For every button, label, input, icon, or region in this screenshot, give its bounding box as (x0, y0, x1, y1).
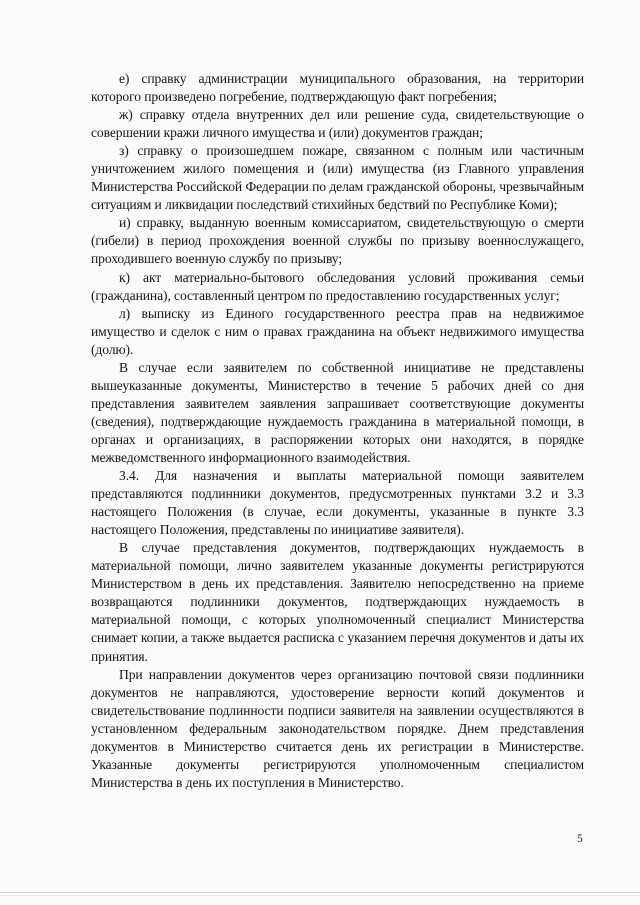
paragraph-item-l: л) выписку из Единого государственного реестра прав на недвижимое имущество и сделок с ним о правах гражданина на объект недвижимого имущества (долю). (91, 305, 584, 357)
paragraph-item-zh: ж) справку отдела внутренних дел или решение суда, свидетельствующие о совершении кражи личного имущества и (или) документов граждан; (91, 107, 584, 141)
paragraph-item-z: з) справку о произошедшем пожаре, связанном с полным или частичным уничтожением жилого помещения и (или) имущества (из Главного управления Министерства Российской Федерации по делам гражданской обороны, чрезвычайным ситуациям и ликвидации последствий стихийных бедствий по Республике Коми); (91, 143, 584, 213)
document-body (91, 70, 584, 792)
paragraph-interagency-request: В случае если заявителем по собственной инициативе не представлены вышеуказанные документы, Министерство в течение 5 рабочих дней со дня представления заявителем заявления запрашивает соответствующие документы (сведения), подтверждающие нуждаемость гражданина в материальной помощи, в органах и организациях, в распоряжении которых они находятся, в порядке межведомственного информационного взаимодействия. (91, 359, 584, 465)
paragraph-section-3-4: 3.4. Для назначения и выплаты материальной помощи заявителем представляются подлинники документов, предусмотренных пунктами 3.2 и 3.3 настоящего Положения (в случае, если документы, указанные в пункте 3.3 настоящего Положения, представлены по инициативе заявителя). (91, 468, 584, 538)
scan-edge-line-secondary (0, 895, 640, 896)
paragraph-personal-submission: В случае представления документов, подтверждающих нуждаемость в материальной помощи, лично заявителем указанные документы регистрируются Министерством в день их представления. Заявителю непосредственно на приеме возвращаются подлинники документов, подтверждающих нуждаемость в материальной помощи, с которых уполномоченный специалист Министерства снимает копии, а также выдается расписка с указанием перечня документов и даты их принятия. (91, 540, 584, 664)
paragraph-item-e: е) справку администрации муниципального образования, на территории которого произведено погребение, подтверждающую факт погребения; (91, 71, 584, 105)
page-number: 5 (577, 833, 583, 845)
paragraph-item-k: к) акт материально-бытового обследования условий проживания семьи (гражданина), составленный центром по предоставлению государственных услуг; (91, 269, 584, 303)
paragraph-item-i: и) справку, выданную военным комиссариатом, свидетельствующую о смерти (гибели) в период прохождения военной службы по призыву военнослужащего, проходившего военную службу по призыву; (91, 215, 584, 267)
scan-edge-line (0, 892, 640, 893)
paragraph-postal-submission: При направлении документов через организацию почтовой связи подлинники документов не направляются, удостоверение верности копий документов и свидетельствование подлинности подписи заявителя на заявлении осуществляются в установленном федеральным законодательством порядке. Днем представления документов в Министерство считается день их регистрации в Министерстве. Указанные документы регистрируются уполномоченным специалистом Министерства в день их поступления в Министерство. (91, 666, 584, 790)
